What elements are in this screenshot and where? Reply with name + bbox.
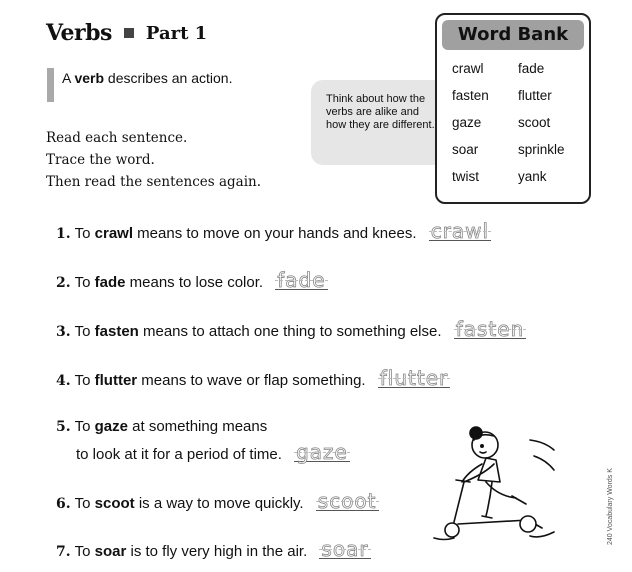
word-bank-word: sprinkle bbox=[518, 142, 565, 157]
sentence-2: 2. To fade means to lose color. fade bbox=[56, 268, 326, 292]
page-title bbox=[46, 20, 207, 46]
word-bank bbox=[435, 13, 591, 204]
trace-word[interactable]: gaze bbox=[296, 440, 348, 464]
sentence-4: 4. To flutter means to wave or flap something. flutter bbox=[56, 366, 449, 390]
direction-line: Trace the word. bbox=[46, 152, 155, 168]
sentence-5-line-2: to look at it for a period of time. gaze bbox=[76, 440, 348, 464]
word-bank-word: fasten bbox=[452, 88, 489, 103]
word-bank-word: twist bbox=[452, 169, 479, 184]
sentence-5: 5. To gaze at something means bbox=[56, 418, 268, 435]
word-bank-title: Word Bank bbox=[442, 20, 584, 50]
sentence-3: 3. To fasten means to attach one thing to something else. fasten bbox=[56, 317, 525, 341]
direction-line: Read each sentence. bbox=[46, 130, 188, 146]
directions bbox=[46, 127, 261, 193]
girl-on-scooter-illustration bbox=[430, 420, 560, 545]
trace-word[interactable]: scoot bbox=[317, 489, 377, 513]
sentence-6: 6. To scoot is a way to move quickly. scoot bbox=[56, 489, 377, 513]
direction-line: Then read the sentences again. bbox=[46, 174, 262, 190]
side-caption: 240 Vocabulary Words K bbox=[607, 468, 614, 545]
word-bank-word: soar bbox=[452, 142, 479, 157]
word-bank-word: flutter bbox=[518, 88, 552, 103]
word-bank-word: fade bbox=[518, 61, 545, 76]
sentence-1: 1. To crawl means to move on your hands and knees. crawl bbox=[56, 219, 490, 243]
word-bank-word: crawl bbox=[452, 61, 484, 76]
title-part: Part 1 bbox=[145, 22, 208, 44]
title-square-icon bbox=[124, 28, 134, 38]
word-bank-word: yank bbox=[518, 169, 547, 184]
sentence-7: 7. To soar is to fly very high in the air. soar bbox=[56, 537, 369, 561]
callout-text: Think about how the verbs are alike and how they are different. bbox=[326, 93, 435, 131]
trace-word[interactable]: fasten bbox=[455, 317, 525, 341]
definition-word: verb bbox=[74, 70, 105, 86]
definition-bar bbox=[47, 68, 54, 102]
trace-word[interactable]: fade bbox=[277, 268, 326, 292]
trace-word[interactable]: flutter bbox=[379, 366, 449, 390]
trace-word[interactable]: soar bbox=[321, 537, 369, 561]
title-main: Verbs bbox=[46, 20, 112, 46]
word-bank-grid bbox=[437, 55, 589, 187]
definition: A verb describes an action. bbox=[62, 70, 233, 86]
word-bank-word: scoot bbox=[518, 115, 551, 130]
word-bank-word: gaze bbox=[452, 115, 482, 130]
trace-word[interactable]: crawl bbox=[430, 219, 490, 243]
